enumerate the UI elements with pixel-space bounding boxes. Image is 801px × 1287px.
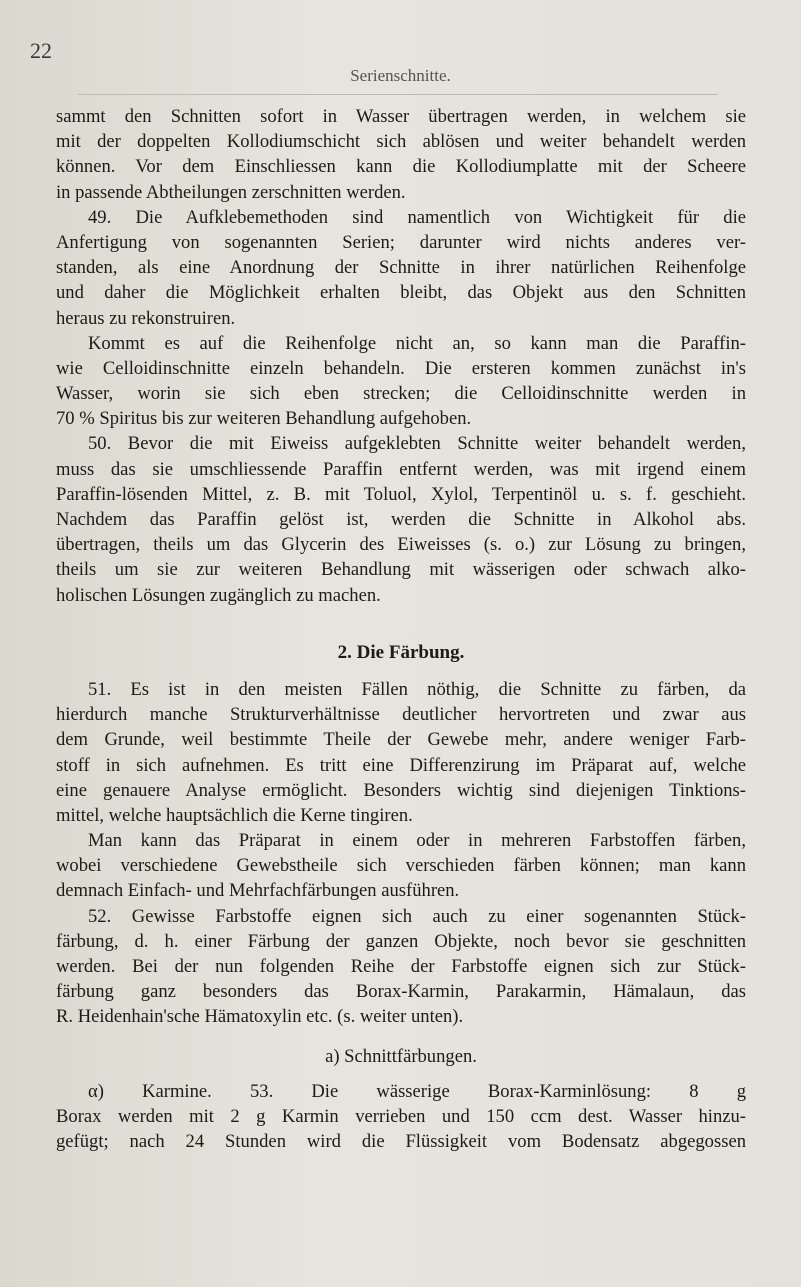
text-line: mit der doppelten Kollodiumschicht sich ablösen und weiter behandelt werden <box>56 131 746 153</box>
text-line: können. Vor dem Einschliessen kann die Kollodiumplatte mit der Scheere <box>56 156 746 178</box>
text-line: hierdurch manche Strukturverhältnisse deutlicher hervortreten und zwar aus <box>56 704 746 726</box>
text-line: 50. Bevor die mit Eiweiss aufgeklebten Schnitte weiter behandelt werden, <box>88 433 746 455</box>
text-line: Paraffin-lösenden Mittel, z. B. mit Toluol, Xylol, Terpentinöl u. s. f. geschieht. <box>56 483 746 505</box>
text-line: färbung ganz besonders das Borax-Karmin, Parakarmin, Hämalaun, das <box>56 981 746 1003</box>
text-line: R. Heidenhain'sche Hämatoxylin etc. (s. weiter unten). <box>56 1006 464 1028</box>
text-line: heraus zu rekonstruiren. <box>56 307 236 329</box>
text-line: Kommt es auf die Reihenfolge nicht an, so kann man die Paraffin- <box>88 332 746 354</box>
text-line: Man kann das Präparat in einem oder in mehreren Farbstoffen färben, <box>88 830 746 852</box>
text-line: 70 % Spiritus bis zur weiteren Behandlung aufgehoben. <box>56 408 472 430</box>
text-line: 49. Die Aufklebemethoden sind namentlich von Wichtigkeit für die <box>88 206 746 228</box>
spacer <box>56 608 746 640</box>
text-line: eine genauere Analyse ermöglicht. Besonders wichtig sind diejenigen Tinktions- <box>56 779 746 801</box>
spacer <box>56 1030 746 1044</box>
text-line: dem Grunde, weil bestimmte Theile der Gewebe mehr, andere weniger Farb- <box>56 729 746 751</box>
spacer <box>56 665 746 677</box>
text-line: gefügt; nach 24 Stunden wird die Flüssigkeit vom Bodensatz abgegossen <box>56 1131 746 1153</box>
text-line: muss das sie umschliessende Paraffin entfernt werden, was mit irgend einem <box>56 458 746 480</box>
text-line: wobei verschiedene Gewebstheile sich verschieden färben können; man kann <box>56 855 746 877</box>
text-line: demnach Einfach- und Mehrfachfärbungen ausführen. <box>56 880 460 902</box>
text-line: stoff in sich aufnehmen. Es tritt eine Differenzirung im Präparat auf, welche <box>56 754 746 776</box>
text-line: Anfertigung von sogenannten Serien; darunter wird nichts anderes ver- <box>56 231 746 253</box>
section-heading: 2. Die Färbung. <box>337 641 465 663</box>
running-head: Serienschnitte. <box>350 66 451 85</box>
text-line: Borax werden mit 2 g Karmin verrieben und 150 ccm dest. Wasser hinzu- <box>56 1105 746 1127</box>
text-line: und daher die Möglichkeit erhalten bleibt, das Objekt aus den Schnitten <box>56 282 746 304</box>
text-line: Wasser, worin sie sich eben strecken; die Celloidinschnitte werden in <box>56 383 746 405</box>
text-line: α) Karmine. 53. Die wässerige Borax-Karminlösung: 8 g <box>88 1080 746 1102</box>
text-line: theils um sie zur weiteren Behandlung mit wässerigen oder schwach alko- <box>56 559 746 581</box>
subsection-heading: a) Schnittfärbungen. <box>325 1045 477 1067</box>
text-line: 51. Es ist in den meisten Fällen nöthig, die Schnitte zu färben, da <box>88 678 746 700</box>
text-line: übertragen, theils um das Glycerin des Eiweisses (s. o.) zur Lösung zu bringen, <box>56 534 746 556</box>
spacer <box>56 1069 746 1079</box>
text-line: standen, als eine Anordnung der Schnitte in ihrer natürlichen Reihenfolge <box>56 257 746 279</box>
text-line: in passende Abtheilungen zerschnitten werden. <box>56 181 406 203</box>
text-line: mittel, welche hauptsächlich die Kerne tingiren. <box>56 804 413 826</box>
page-number: 22 <box>30 38 52 63</box>
text-line: holischen Lösungen zugänglich zu machen. <box>56 584 381 606</box>
text-line: sammt den Schnitten sofort in Wasser übertragen werden, in welchem sie <box>56 106 746 127</box>
text-line: färbung, d. h. einer Färbung der ganzen Objekte, noch bevor sie geschnitten <box>56 930 746 952</box>
body-text <box>56 104 746 1154</box>
text-line: werden. Bei der nun folgenden Reihe der Farbstoffe eignen sich zur Stück- <box>56 956 746 977</box>
text-line: Nachdem das Paraffin gelöst ist, werden die Schnitte in Alkohol abs. <box>56 509 746 530</box>
text-line: wie Celloidinschnitte einzeln behandeln. Die ersteren kommen zunächst in's <box>56 357 746 379</box>
header-rule <box>78 94 718 95</box>
text-line: 52. Gewisse Farbstoffe eignen sich auch zu einer sogenannten Stück- <box>88 905 746 927</box>
